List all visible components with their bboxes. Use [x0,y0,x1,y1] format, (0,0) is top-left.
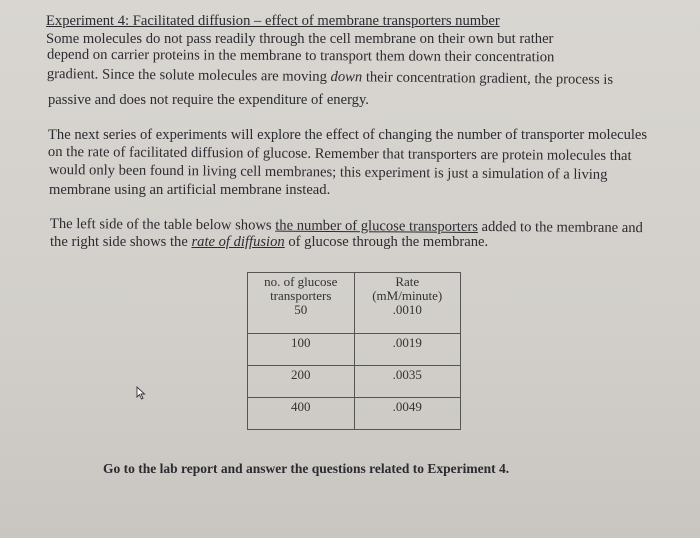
paragraph-1-line-4: passive and does not require the expenditure of energy. [48,92,369,108]
header-rate-line-2: (mM/minute) [372,288,443,303]
header-cell-rate [354,273,461,334]
header-cell-transporters [248,273,355,334]
p3-l1-text-b: added to the membrane and [477,218,643,237]
p3-l2-text-a: the right side shows the [50,234,192,250]
cell-transporters: 100 [248,334,355,366]
p1-l3-emphasis: down [330,68,363,86]
mouse-pointer-icon [136,386,146,400]
paragraph-2-line-1: The next series of experiments will explore the effect of changing the number of transporter molecules [48,127,648,143]
cell-rate: .0035 [354,366,461,398]
p3-l1-text-a: The left side of the table below shows [49,216,276,234]
footer-instruction: Go to the lab report and answer the questions related to Experiment 4. [103,461,510,476]
p3-l2-underlined-emphasis: rate of diffusion [191,234,285,250]
paragraph-2-line-2: on the rate of facilitated diffusion of glucose. Remember that transporters are protein molecules that [47,144,632,165]
header-transporters-line-1: no. of glucose [264,274,338,289]
cell-transporters-50: 50 [294,302,308,317]
p1-l3-text-a: gradient. Since the solute molecules are moving [46,66,331,85]
paragraph-1-line-3 [47,66,613,88]
paragraph-2-line-3: would only been found in living cell membranes; this experiment is just a simulation of a living [48,162,608,183]
p3-l1-underlined: the number of glucose transporters [275,217,478,235]
table-row [248,334,461,366]
cell-transporters: 200 [248,366,355,398]
cell-rate-50: .0010 [392,302,422,317]
cell-transporters: 400 [248,398,355,430]
header-rate-line-1: Rate [395,274,420,289]
paragraph-3-line-2 [50,234,488,250]
paragraph-1-line-2: depend on carrier proteins in the membrane to transport them down their concentration [46,46,555,66]
table-row [248,366,461,398]
paragraph-2-line-4: membrane using an artificial membrane instead. [49,182,331,198]
cell-rate: .0019 [354,334,461,366]
table-header-row [248,273,461,334]
transporter-rate-table [247,272,461,430]
experiment-title: Experiment 4: Facilitated diffusion – effect of membrane transporters number [46,13,500,29]
p3-l2-text-b: of glucose through the membrane. [284,234,489,250]
p1-l3-text-b: their concentration gradient, the process is [362,69,614,88]
table-row [248,398,461,430]
paragraph-1-line-1: Some molecules do not pass readily through the cell membrane on their own but rather [46,31,554,47]
header-transporters-line-2: transporters [270,288,332,303]
cell-rate: .0049 [354,398,461,430]
